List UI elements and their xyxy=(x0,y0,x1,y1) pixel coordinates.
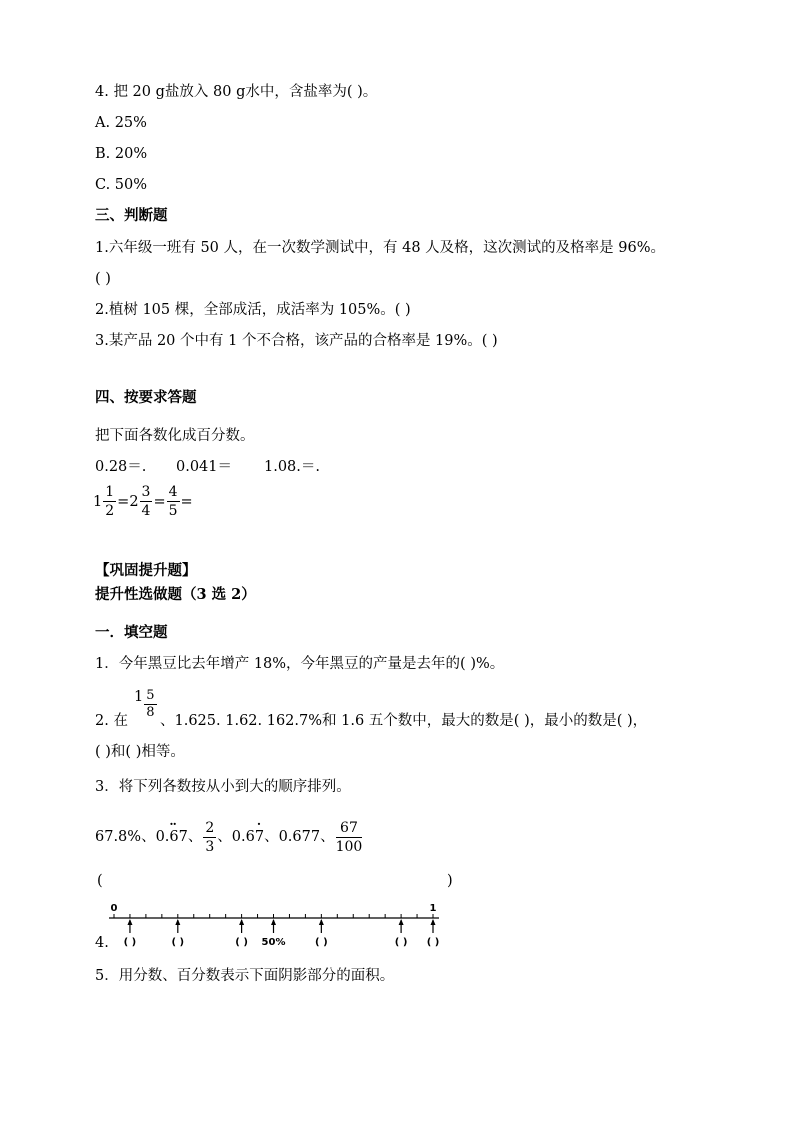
fraction-3-denominator: 5 xyxy=(168,503,178,519)
number-line-arrow-head xyxy=(431,919,436,925)
section-judge-heading: 三、判断题 xyxy=(95,207,168,224)
decimal-2: 0.041＝ xyxy=(176,459,233,475)
q3-answer-close-paren: ) xyxy=(447,873,453,889)
number-line-arrow-label: 50% xyxy=(261,937,286,948)
option-c: C. 50% xyxy=(95,177,148,193)
number-line-arrow-head xyxy=(271,919,276,925)
fill-q5: 5．用分数、百分数表示下面阴影部分的面积。 xyxy=(95,968,395,984)
q3-frac2-num: 67 xyxy=(336,819,363,838)
number-line-arrow-label: ( ) xyxy=(426,937,440,948)
fill-q4-label: 4. xyxy=(95,935,109,951)
q3-repeating-digit: 7 xyxy=(254,829,265,845)
fill-blank-heading: 一．填空题 xyxy=(95,624,168,641)
question-4-stem: 4. 把 20 g盐放入 80 g水中，含盐率为( )。 xyxy=(95,84,378,100)
number-line-start-label: 0 xyxy=(110,903,118,914)
number-line-arrow-label: ( ) xyxy=(171,937,185,948)
judge-item-1: 1.六年级一班有 50 人，在一次数学测试中，有 48 人及格，这次测试的及格率是 96%。 xyxy=(95,240,666,256)
fill-q2-rest: 、1.625. 1.62. 162.7%和 1.6 五个数中，最大的数是( )，最小的数是( )， xyxy=(160,713,648,729)
number-line-arrow-head xyxy=(127,919,132,925)
q3-frac-num: 2 xyxy=(205,819,215,836)
option-a: A. 25% xyxy=(95,115,147,131)
judge-item-3: 3.某产品 20 个中有 1 个不合格，该产品的合格率是 19%。( ) xyxy=(95,333,498,349)
mixed-1-whole: 1 xyxy=(93,493,103,510)
mixed-number-1 xyxy=(93,483,117,520)
fraction-row xyxy=(93,483,193,520)
mixed-2-numerator: 3 xyxy=(141,484,151,500)
mixed-1-fraction xyxy=(103,483,116,520)
q3-fraction-2-3 xyxy=(203,819,216,856)
q3-fraction-67-100 xyxy=(336,819,363,856)
equals-sign-1: = xyxy=(117,493,130,510)
judge-item-1-blank: ( ) xyxy=(95,271,111,287)
fill-q3-numbers xyxy=(95,815,363,859)
section-answer-heading: 四、按要求答题 xyxy=(95,389,197,406)
fill-q2-line2: ( )和( )相等。 xyxy=(95,744,185,760)
number-line-arrow-label: ( ) xyxy=(123,937,137,948)
fraction-3 xyxy=(167,483,180,520)
fill-q2-mixed xyxy=(134,688,158,721)
number-line xyxy=(95,898,455,952)
option-b: B. 20% xyxy=(95,146,148,162)
decimal-1: 0.28＝. xyxy=(95,459,147,475)
q2-numerator: 5 xyxy=(146,688,155,703)
mixed-2-fraction xyxy=(140,483,153,520)
consolidate-heading: 【巩固提升题】 xyxy=(95,562,197,579)
equals-sign-2: = xyxy=(153,493,166,510)
number-line-arrow-head xyxy=(239,919,244,925)
number-line-end-label: 1 xyxy=(429,903,437,914)
q3-repeating-7: · 7 xyxy=(254,817,265,845)
q3-part-f: 、0.677、 xyxy=(264,829,335,845)
mixed-number-2 xyxy=(129,483,153,520)
mixed-2-whole: 2 xyxy=(129,493,139,510)
q3-repeating-67: ·· 67 xyxy=(169,817,188,845)
equals-sign-3: = xyxy=(180,493,193,510)
mixed-1-numerator: 1 xyxy=(105,484,115,500)
q2-mixed-whole: 1 xyxy=(134,689,144,705)
mixed-1-denominator: 2 xyxy=(105,503,115,519)
q3-part-d: 、0.6 xyxy=(217,829,255,845)
q3-frac-den: 3 xyxy=(205,838,215,855)
number-line-arrow-label: ( ) xyxy=(235,937,248,948)
consolidate-subheading: 提升性选做题（3 选 2） xyxy=(95,586,256,603)
q3-part-a: 67.8%、0. xyxy=(95,829,170,845)
q3-repeating-digits: 67 xyxy=(169,829,188,845)
number-line-arrow-head xyxy=(319,919,324,925)
number-line-arrow-head xyxy=(175,919,180,925)
number-line-ticks xyxy=(114,914,433,918)
decimal-3: 1.08.＝. xyxy=(264,459,321,475)
q3-sep: 、 xyxy=(187,829,203,845)
q3-frac2-den: 100 xyxy=(335,838,363,855)
q2-denominator: 8 xyxy=(146,705,155,720)
number-line-arrow-label: ( ) xyxy=(394,937,408,948)
fill-q2-prefix: 2. 在 xyxy=(95,713,128,729)
fraction-3-numerator: 4 xyxy=(168,484,178,500)
fill-q3: 3．将下列各数按从小到大的顺序排列。 xyxy=(95,779,351,795)
mixed-2-denominator: 4 xyxy=(141,503,151,519)
judge-item-2: 2.植树 105 棵，全部成活，成活率为 105%。( ) xyxy=(95,302,411,318)
answer-instruction: 把下面各数化成百分数。 xyxy=(95,428,255,444)
fill-q1: 1．今年黑豆比去年增产 18%，今年黑豆的产量是去年的( )%。 xyxy=(95,656,505,672)
q3-answer-open-paren: ( xyxy=(97,873,103,889)
number-line-arrows xyxy=(124,919,440,948)
number-line-arrow-head xyxy=(399,919,404,925)
number-line-arrow-label: ( ) xyxy=(315,937,328,948)
q2-mixed-fraction xyxy=(144,688,156,721)
